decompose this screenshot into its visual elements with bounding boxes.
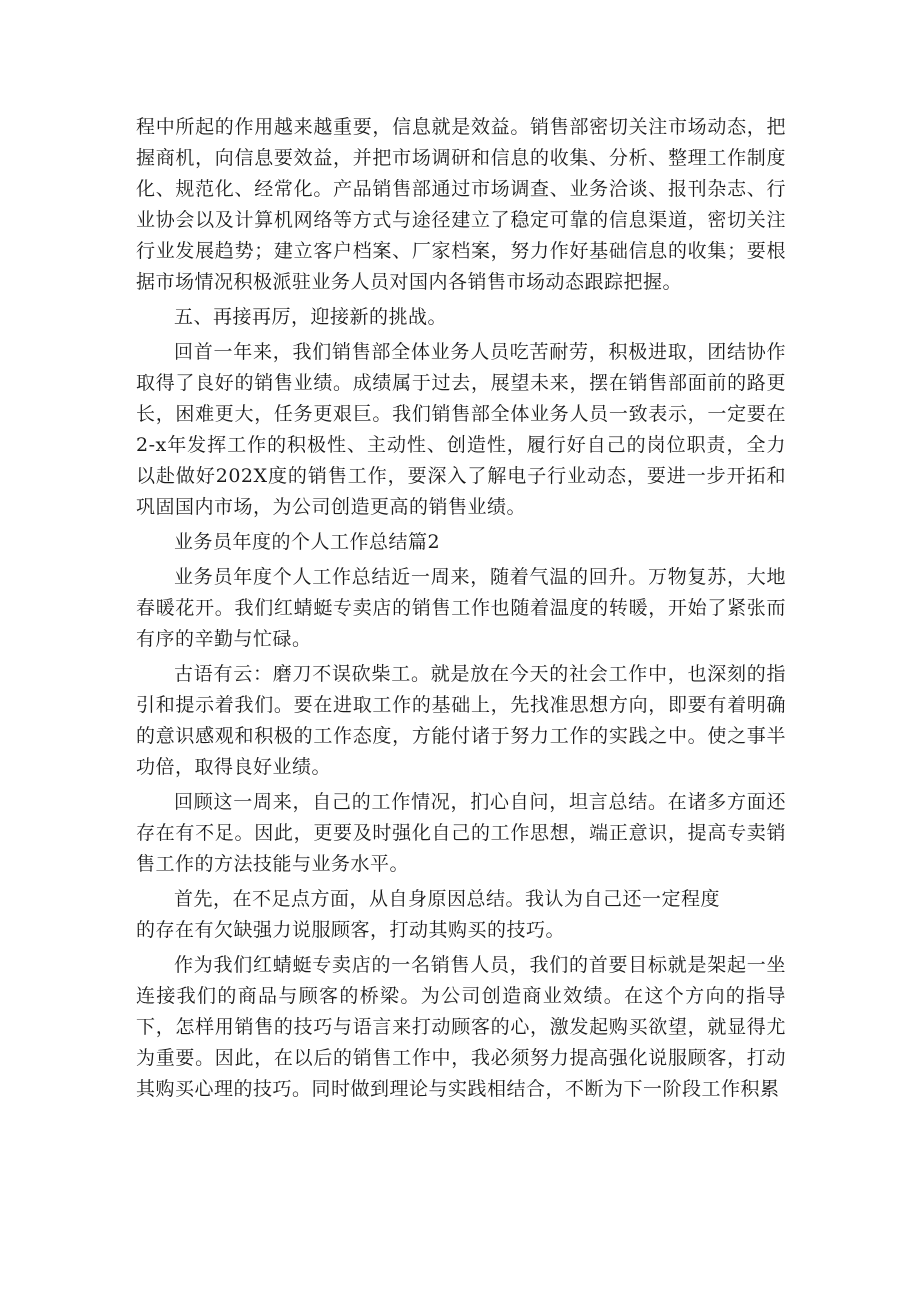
article-title-part-2: 业务员年度的个人工作总结篇2 <box>174 531 441 553</box>
paragraph-reflection: 回顾这一周来，自己的工作情况，扪心自问，坦言总结。在诸多方面还存在有不足。因此，更要及时强化自己的工作思想，端正意识，提高专卖销售工作的方法技能与业务水平。 <box>136 791 786 875</box>
paragraph-intro: 业务员年度个人工作总结近一周来，随着气温的回升。万物复苏，大地春暖花开。我们红蜻蜓专卖店的销售工作也随着温度的转暖，开始了紧张而有序的辛勤与忙碌。 <box>136 566 786 650</box>
document-body <box>136 112 786 1109</box>
paragraph-review: 回首一年来，我们销售部全体业务人员吃苦耐劳，积极进取，团结协作取得了良好的销售业绩。成绩属于过去，展望未来，摆在销售部面前的路更长，困难更大，任务更艰巨。我们销售部全体业务人员一致表示，一定要在2-x年发挥工作的积极性、主动性、创造性，履行好自己的岗位职责，全力以赴做好202X度的销售工作，要深入了解电子行业动态，要进一步开拓和巩固国内市场，为公司创造更高的销售业绩。 <box>136 341 786 518</box>
paragraph-continuation: 程中所起的作用越来越重要，信息就是效益。销售部密切关注市场动态，把握商机，向信息要效益，并把市场调研和信息的收集、分析、整理工作制度化、规范化、经常化。产品销售部通过市场调查、业务洽谈、报刊杂志、行业协会以及计算机网络等方式与途径建立了稳定可靠的信息渠道，密切关注行业发展趋势；建立客户档案、厂家档案，努力作好基础信息的收集；要根据市场情况积极派驻业务人员对国内各销售市场动态跟踪把握。 <box>136 116 786 293</box>
paragraph-first-point-continued: 的存在有欠缺强力说服顾客，打动其购买的技巧。 <box>136 919 566 941</box>
paragraph-proverb: 古语有云：磨刀不误砍柴工。就是放在今天的社会工作中，也深刻的指引和提示着我们。要在进取工作的基础上，先找准思想方向，即要有着明确的意识感观和积极的工作态度，方能付诸于努力工作的实践之中。使之事半功倍，取得良好业绩。 <box>136 663 786 778</box>
paragraph-first-point: 首先，在不足点方面，从自身原因总结。我认为自己还一定程度 <box>174 888 721 910</box>
section-heading-five: 五、再接再厉，迎接新的挑战。 <box>174 306 448 328</box>
paragraph-sales-goal: 作为我们红蜻蜓专卖店的一名销售人员，我们的首要目标就是架起一坐连接我们的商品与顾客的桥梁。为公司创造商业效绩。在这个方向的指导下，怎样用销售的技巧与语言来打动顾客的心，激发起购买欲望，就显得尤为重要。因此，在以后的销售工作中，我必须努力提高强化说服顾客，打动其购买心理的技巧。同时做到理论与实践相结合，不断为下一阶段工作积累 <box>136 954 786 1100</box>
